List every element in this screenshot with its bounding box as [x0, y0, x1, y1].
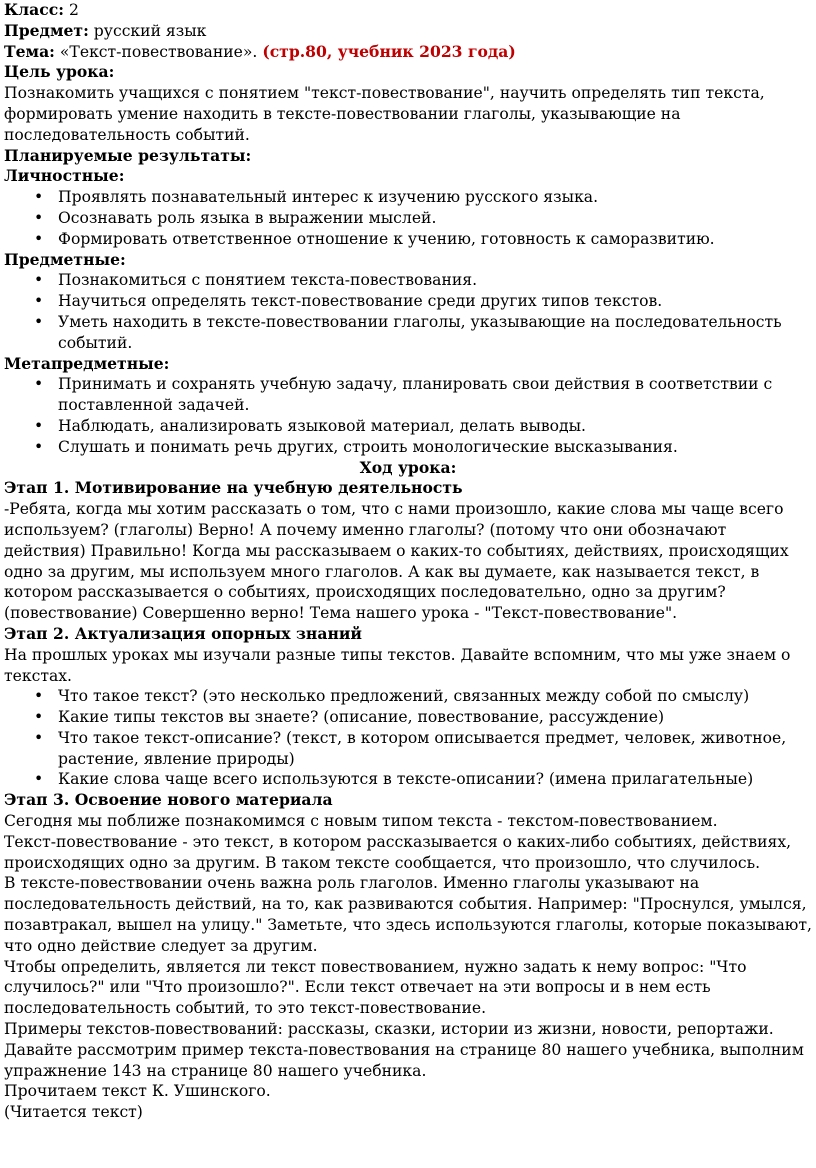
list-item: • Слушать и понимать речь других, строить монологические высказывания.: [58, 437, 812, 458]
stage3-paragraph: (Читается текст): [4, 1103, 143, 1122]
stage1-text: -Ребята, когда мы хотим рассказать о том, что с нами произошло, какие слова мы чаще всего используем? (глаголы) Верно! А почему именно глаголы? (потому что они обозначают действия) Правильно! Когда мы рассказываем о каких-то событиях, действиях, происходящих одно за другим, мы используем много глаголов. А как вы думаете, как называется текст, в котором рассказывается о событиях, происходящих последовательно, одно за другим? (повествование) Совершенно верно! Тема нашего урока - "Текст-повествование".: [4, 500, 789, 623]
stage3-paragraph: Примеры текстов-повествований: рассказы, сказки, истории из жизни, новости, репортажи.: [4, 1020, 774, 1039]
stage3-title: Этап 3. Освоение нового материала: [4, 790, 333, 810]
topic-value: «Текст-повествование».: [54, 42, 263, 61]
stage2-title: Этап 2. Актуализация опорных знаний: [4, 623, 362, 643]
personal-heading: Личностные:: [4, 166, 125, 186]
stage1-title: Этап 1. Мотивирование на учебную деятельность: [4, 478, 463, 498]
list-item: • Формировать ответственное отношение к учению, готовность к саморазвитию.: [58, 229, 812, 250]
stage3-paragraph: Чтобы определить, является ли текст повествованием, нужно задать к нему вопрос: "Что случилось?" или "Что произошло?". Если текст отвечает на эти вопросы и в нем есть последовательность событий, то это текст-повествование.: [4, 957, 747, 1018]
topic-reference: (стр.80, учебник 2023 года): [262, 41, 516, 61]
stage2-list: [4, 686, 812, 790]
results-heading: Планируемые результаты:: [4, 145, 252, 165]
list-item: • Какие слова чаще всего используются в тексте-описании? (имена прилагательные): [58, 769, 812, 790]
class-label: Класс:: [4, 0, 65, 19]
goal-heading: Цель урока:: [4, 62, 115, 82]
stage3-paragraph: Текст-повествование - это текст, в котором рассказывается о каких-либо событиях, действиях, происходящих одно за другим. В таком тексте сообщается, что произошло, что случилось.: [4, 832, 792, 872]
subject-label: Предмет:: [4, 20, 89, 40]
meta-results-list: [4, 374, 812, 457]
stage3-paragraph: Прочитаем текст К. Ушинского.: [4, 1082, 271, 1101]
personal-list: [4, 187, 812, 249]
list-item: • Проявлять познавательный интерес к изучению русского языка.: [58, 187, 812, 208]
class-line: [4, 0, 812, 21]
meta-results-heading: Метапредметные:: [4, 353, 170, 373]
topic-line: [4, 42, 812, 63]
list-item: • Наблюдать, анализировать языковой материал, делать выводы.: [58, 416, 812, 437]
stage3-paragraph: В тексте-повествовании очень важна роль глаголов. Именно глаголы указывают на последовательность действий, на то, как развиваются события. Например: "Проснулся, умылся, позавтракал, вышел на улицу." Заметьте, что здесь используются глаголы, которые показывают, что одно действие следует за другим.: [4, 874, 812, 955]
stage3-paragraph: Давайте рассмотрим пример текста-повествования на странице 80 нашего учебника, выполним упражнение 143 на странице 80 нашего учебника.: [4, 1040, 804, 1080]
stage2-intro: На прошлых уроках мы изучали разные типы текстов. Давайте вспомним, что мы уже знаем о текстах.: [4, 645, 791, 685]
list-item: • Осознавать роль языка в выражении мыслей.: [58, 208, 812, 229]
list-item: • Что такое текст? (это несколько предложений, связанных между собой по смыслу): [58, 686, 812, 707]
list-item: • Что такое текст-описание? (текст, в котором описывается предмет, человек, животное, растение, явление природы): [58, 728, 812, 770]
topic-label: Тема:: [4, 41, 55, 61]
subject-line: [4, 21, 812, 42]
subject-value: русский язык: [88, 21, 207, 40]
subject-results-list: [4, 270, 812, 353]
class-value: 2: [64, 1, 79, 19]
goal-text: Познакомить учащихся с понятием "текст-повествование", научить определять тип текста, формировать умение находить в тексте-повествовании глаголы, указывающие на последовательность событий.: [4, 84, 765, 144]
subject-results-heading: Предметные:: [4, 249, 126, 269]
lesson-heading: Ход урока:: [359, 457, 457, 477]
list-item: • Научиться определять текст-повествование среди других типов текстов.: [58, 291, 812, 312]
list-item: • Принимать и сохранять учебную задачу, планировать свои действия в соответствии с поставленной задачей.: [58, 374, 812, 416]
list-item: • Познакомиться с понятием текста-повествования.: [58, 270, 812, 291]
list-item: • Какие типы текстов вы знаете? (описание, повествование, рассуждение): [58, 707, 812, 728]
list-item: • Уметь находить в тексте-повествовании глаголы, указывающие на последовательность событий.: [58, 312, 812, 354]
stage3-paragraph: Сегодня мы поближе познакомимся с новым типом текста - текстом-повествованием.: [4, 812, 718, 831]
